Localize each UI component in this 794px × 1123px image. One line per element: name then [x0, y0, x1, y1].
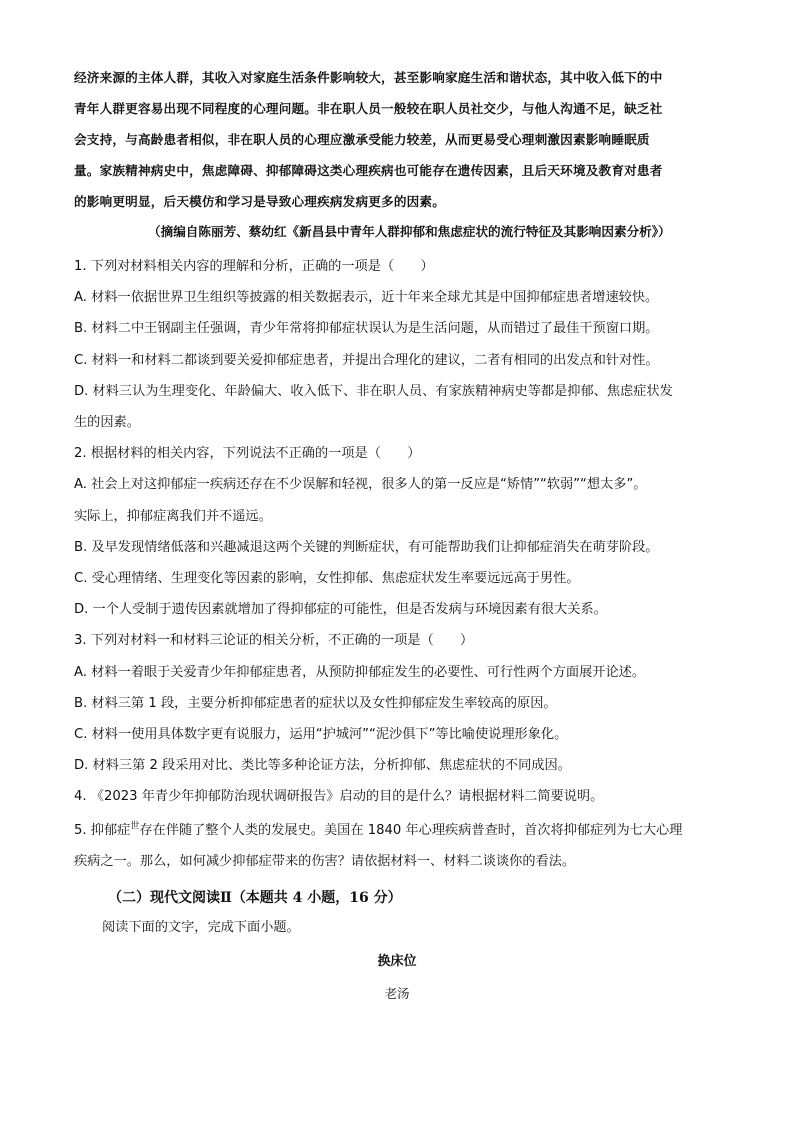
passage-source: （摘编自陈丽芳、蔡幼红《新昌县中青年人群抑郁和焦虑症状的流行特征及其影响因素分析》）	[148, 224, 671, 239]
section-heading: （二）现代文阅读Ⅱ（本题共 4 小题，16 分）	[108, 890, 402, 906]
question-5-stem	[74, 815, 734, 846]
passage-line: 会支持，与高龄患者相似，非在职人员的心理应激承受能力较差，从而更易受心理刺激因素影响睡眠质	[74, 132, 650, 147]
question-2-option-a: A. 社会上对这抑郁症一疾病还存在不少误解和轻视，很多人的第一反应是“矫情”“软弱”“想太多”。	[74, 477, 647, 493]
question-5-superscript: 世	[130, 821, 140, 832]
question-5-stem-b: 存在伴随了整个人类的发展史。美国在 1840 年心理疾病普查时，首次将抑郁症列为七大心理	[139, 822, 683, 838]
question-3-stem: 3. 下列对材料一和材料三论证的相关分析，不正确的一项是（ ）	[74, 633, 474, 649]
question-2-option-a-cont: 实际上，抑郁症离我们并不遥远。	[74, 508, 272, 524]
question-5-stem-a: 5. 抑郁症	[74, 822, 131, 838]
article-title: 换床位	[377, 954, 417, 969]
passage-line: 青年人群更容易出现不同程度的心理问题。非在职人员一般较在职人员社交少，与他人沟通不足，缺乏社	[74, 101, 663, 116]
passage-line: 量。家族精神病史中，焦虑障碍、抑郁障碍这类心理疾病也可能存在遗传因素，且后天环境及教育对患者	[74, 163, 663, 178]
question-3-option-d: D. 材料三第 2 段采用对比、类比等多种论证方法，分析抑郁、焦虑症状的不同成因。	[74, 758, 571, 774]
question-1-stem: 1. 下列对材料相关内容的理解和分析，正确的一项是（ ）	[74, 259, 434, 274]
question-1-option-d-cont: 生的因素。	[74, 415, 140, 431]
question-list	[74, 251, 734, 877]
question-5-stem-cont: 疾病之一。那么，如何减少抑郁症带来的伤害？请依据材料一、材料二谈谈你的看法。	[74, 853, 576, 869]
passage-line: 的影响更明显，后天模仿和学习是导致心理疾病发病更多的因素。	[74, 194, 446, 209]
section-instruction: 阅读下面的文字，完成下面小题。	[102, 920, 300, 935]
question-3-option-a: A. 材料一着眼于关爱青少年抑郁症患者，从预防抑郁症发生的必要性、可行性两个方面展开论述。	[74, 664, 646, 680]
question-3-option-c: C. 材料一使用具体数字更有说服力，运用“护城河”“泥沙俱下”等比喻使说理形象化。	[74, 727, 568, 743]
question-2-option-d: D. 一个人受制于遗传因素就增加了得抑郁症的可能性，但是否发病与环境因素有很大关系。	[74, 602, 607, 618]
article-author: 老汤	[384, 986, 410, 1001]
question-2-stem: 2. 根据材料的相关内容，下列说法不正确的一项是（ ）	[74, 446, 421, 462]
question-1-option-a: A. 材料一依据世界卫生组织等披露的相关数据表示，近十年来全球尤其是中国抑郁症患者增速较快。	[74, 290, 659, 306]
question-4-stem: 4. 《2023 年青少年抑郁防治现状调研报告》启动的目的是什么？请根据材料二简要说明。	[74, 789, 604, 805]
passage-excerpt	[74, 62, 720, 217]
question-1-option-b: B. 材料二中王钢副主任强调，青少年常将抑郁症状误认为是生活问题，从而错过了最佳干预窗口期。	[74, 321, 659, 337]
question-1-option-c: C. 材料一和材料二都谈到要关爱抑郁症患者，并提出合理化的建议，二者有相同的出发点和针对性。	[74, 352, 659, 368]
question-1-option-d: D. 材料三认为生理变化、年龄偏大、收入低下、非在职人员、有家族精神病史等都是抑郁、焦虑症状发	[74, 383, 673, 399]
question-2-option-c: C. 受心理情绪、生理变化等因素的影响，女性抑郁、焦虑症状发生率要远远高于男性。	[74, 571, 580, 587]
question-2-option-b: B. 及早发现情绪低落和兴趣减退这两个关键的判断症状，有可能帮助我们让抑郁症消失在萌芽阶段。	[74, 539, 659, 555]
question-3-option-b: B. 材料三第 1 段，主要分析抑郁症患者的症状以及女性抑郁症发生率较高的原因。	[74, 695, 557, 711]
passage-line: 经济来源的主体人群，其收入对家庭生活条件影响较大，甚至影响家庭生活和谐状态，其中收入低下的中	[74, 70, 663, 85]
